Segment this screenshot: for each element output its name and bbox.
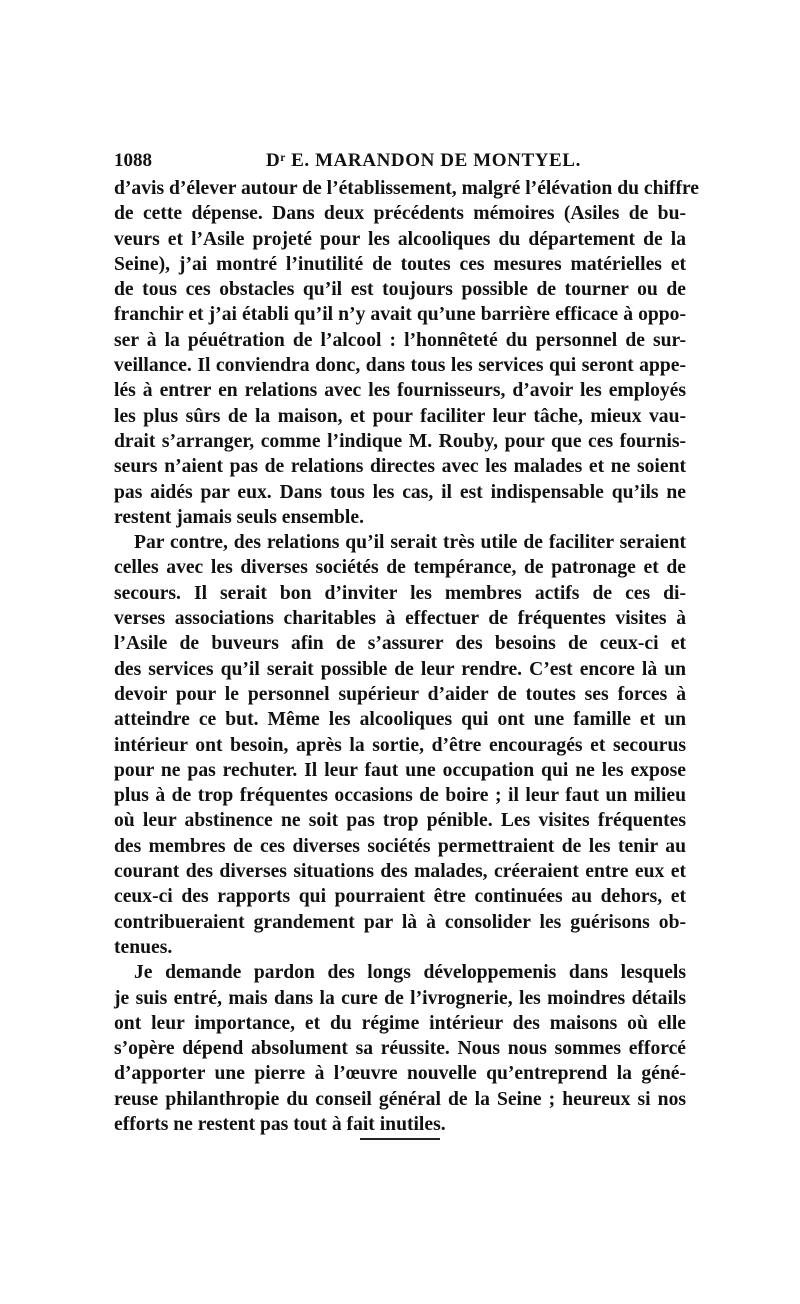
book-page <box>114 150 700 1137</box>
text-line: celles avec les diverses sociétés de tempérance, de patronage et de <box>114 557 686 579</box>
text-line: des services qu’il serait possible de leur rendre. C’est encore là un <box>114 658 686 680</box>
text-line: d’avis d’élever autour de l’établissement, malgré l’élévation du chiffre <box>114 178 700 199</box>
page-header <box>114 150 686 176</box>
text-line: restent jamais seuls ensemble. <box>114 506 364 528</box>
text-line: ser à la péuétration de l’alcool : l’honnêteté du personnel de sur- <box>114 329 686 351</box>
text-line: veurs et l’Asile projeté pour les alcooliques du département de la <box>114 228 686 250</box>
text-line: pour ne pas rechuter. Il leur faut une occupation qui ne les expose <box>114 759 686 781</box>
text-line: veillance. Il conviendra donc, dans tous les services qui seront appe- <box>114 355 686 377</box>
text-line: ceux-ci des rapports qui pourraient être continuées au dehors, et <box>114 886 686 908</box>
text-line: Par contre, des relations qu’il serait très utile de faciliter seraient <box>134 532 686 554</box>
page-number: 1088 <box>114 150 152 171</box>
text-line: tenues. <box>114 936 173 958</box>
text-line: de tous ces obstacles qu’il est toujours possible de tourner ou de <box>114 279 686 301</box>
running-title: Dʳ E. MARANDON DE MONTYEL. <box>266 150 581 171</box>
end-rule <box>360 1138 440 1140</box>
text-line: l’Asile de buveurs afin de s’assurer des besoins de ceux-ci et <box>114 633 686 655</box>
text-line: franchir et j’ai établi qu’il n’y avait qu’une barrière efficace à oppo- <box>114 304 686 326</box>
text-line: seurs n’aient pas de relations directes avec les malades et ne soient <box>114 456 686 478</box>
text-line: devoir pour le personnel supérieur d’aider de toutes ses forces à <box>114 683 686 705</box>
text-line: secours. Il serait bon d’inviter les membres actifs de ces di- <box>114 582 686 604</box>
text-line: ont leur importance, et du régime intérieur des maisons où elle <box>114 1012 686 1034</box>
text-line: efforts ne restent pas tout à fait inutiles. <box>114 1113 446 1135</box>
paragraph-3 <box>114 960 686 1137</box>
paragraph-1 <box>114 176 700 530</box>
text-line: pas aidés par eux. Dans tous les cas, il est indispensable qu’ils ne <box>114 481 686 503</box>
text-line: s’opère dépend absolument sa réussite. Nous nous sommes efforcé <box>114 1038 686 1060</box>
text-line: des membres de ces diverses sociétés permettraient de les tenir au <box>114 835 686 857</box>
text-line: je suis entré, mais dans la cure de l’ivrognerie, les moindres détails <box>114 987 686 1009</box>
text-line: reuse philanthropie du conseil général de la Seine ; heureux si nos <box>114 1088 686 1110</box>
text-line: verses associations charitables à effectuer de fréquentes visites à <box>114 608 686 630</box>
text-line: courant des diverses situations des malades, créeraient entre eux et <box>114 861 686 883</box>
text-line: Seine), j’ai montré l’inutilité de toutes ces mesures matérielles et <box>114 253 686 275</box>
text-line: intérieur ont besoin, après la sortie, d’être encouragés et secourus <box>114 734 686 756</box>
text-line: contribueraient grandement par là à consolider les guérisons ob- <box>114 911 686 933</box>
text-line: atteindre ce but. Même les alcooliques qui ont une famille et un <box>114 709 686 731</box>
text-line: plus à de trop fréquentes occasions de boire ; il leur faut un milieu <box>114 785 686 807</box>
text-line: où leur abstinence ne soit pas trop pénible. Les visites fréquentes <box>114 810 686 832</box>
text-line: de cette dépense. Dans deux précédents mémoires (Asiles de bu- <box>114 203 686 225</box>
body-text <box>114 176 700 1137</box>
text-line: d’apporter une pierre à l’œuvre nouvelle qu’entreprend la géné- <box>114 1063 686 1085</box>
text-line: lés à entrer en relations avec les fournisseurs, d’avoir les employés <box>114 380 686 402</box>
text-line: les plus sûrs de la maison, et pour faciliter leur tâche, mieux vau- <box>114 405 686 427</box>
text-line: Je demande pardon des longs développemenis dans lesquels <box>134 962 686 984</box>
paragraph-2 <box>114 530 686 960</box>
text-line: drait s’arranger, comme l’indique M. Rouby, pour que ces fournis- <box>114 430 686 452</box>
